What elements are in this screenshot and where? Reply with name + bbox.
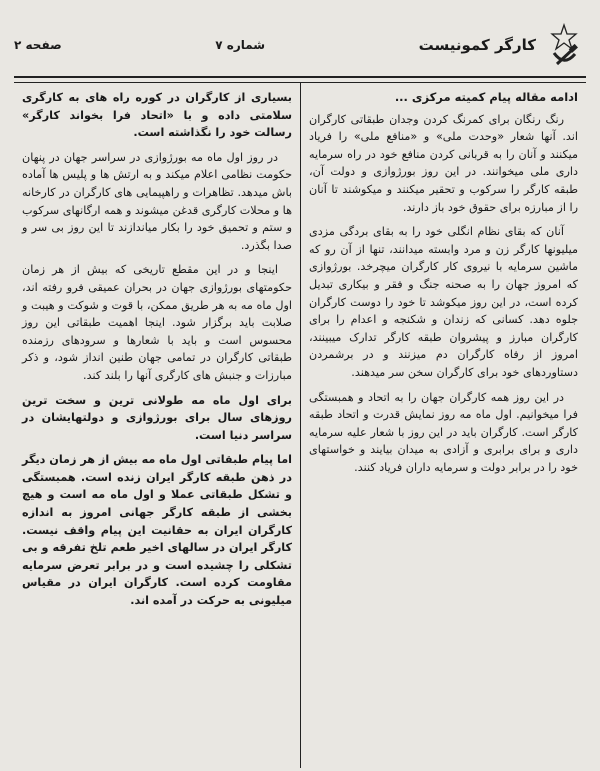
newspaper-title: کارگر کمونیست: [418, 36, 536, 54]
page-number: صفحه ۲: [14, 38, 62, 52]
brand: [419, 23, 586, 67]
star-hammer-sickle-icon: [542, 23, 586, 67]
article-columns: [14, 82, 586, 768]
paragraph: اینجا و در این مقطع تاریخی که بیش از هر زمان حکومتهای بورژوازی جهان در بحران عمیقی فرو رفته اند، اول ماه مه به هر طریق ممکن، با قوت و شوکت و هیبت و صلابت باید برگزار شود. اینجا اهمیت طبقاتی این روز محسوس است و باید با شعارها و سرودهای رزمنده طبقاتی کارگران در تمامی جهان طنین انداز شود، و ذکر مبارزات و جنبش های کارگری آنها را بلند کند.: [22, 263, 292, 382]
paragraph: برای اول ماه مه طولانی ترین و سخت ترین روزهای سال برای بورژوازی و دولتهایشان در سراسر دنیا است.: [22, 393, 292, 442]
paragraph: اما پیام طبقاتی اول ماه مه بیش از هر زمان دیگر در ذهن طبقه کارگر ایران زنده است. همبستگی و تشکل طبقاتی عملا و اول ماه مه است و هیچ بخشی از طبقه کارگر جهانی امروز به اندازه کارگران ایران به حقانیت این پیام واقف نیست. کارگر ایران در سالهای اخیر طعم تلخ تفرقه و بی تشکلی را چشیده است و در برابر تعرض سرمایه مقاومت کرده است. کارگران ایران در مقیاس میلیونی به حرکت در آمده اند.: [22, 453, 292, 608]
paragraph: در این روز همه کارگران جهان را به اتحاد و همبستگی فرا میخوانیم. اول ماه مه روز نمایش قدرت و اتحاد طبقه کارگر است. کارگران باید در این روز با شعار علیه سرمایه داری و برای برابری و آزادی به میدان بیایند و خواستهای خود را در برابر دولت و سرمایه داران فریاد کنند.: [309, 390, 578, 474]
column-heading: ادامه مقاله پیام کمیته مرکزی ...: [394, 90, 578, 104]
paragraph: بسیاری از کارگران در کوره راه های به کارگری سلامتی داده و با «اتحاد فرا بخواند کارگر» رسالت خود را نگذاشته است.: [22, 91, 292, 140]
paragraph: در روز اول ماه مه بورژوازی در سراسر جهان در پنهان حکومت نظامی اعلام میکند و به ارتش ها و پلیس ها آماده باش میدهد. تظاهرات و راهپیمایی های کارگران در کارخانه ها و محلات کارگری قدغن میشوند و همه ارگانهای سرکوب و ستم و تحمیق خود را بکار میاندازند تا این روز بی سر و صدا بگذرد.: [22, 150, 292, 252]
masthead: [14, 14, 586, 78]
paragraph: آنان که بقای نظام انگلی خود را به بقای بردگی مزدی میلیونها کارگر زن و مرد وابسته میدانند، تنها از آن رو که ماشین سرمایه با نیروی کار کارگران میچرخد. بورژوازی که امروز جهان را به صحنه جنگ و فقر و بیکاری تبدیل کرده است، در این روز میکوشد تا خود را دوست کارگران جلوه دهد. کسانی که زندان و شکنجه و اعدام را برای کارگران مبارز و پیشروان طبقه کارگر تدارک میبینند، امروز از رفاه کارگران دم میزنند و در برشمردن دستاوردهای خود برای کارگران سخن سر میدهند.: [309, 225, 578, 379]
paragraph: رنگ رنگان برای کمرنگ کردن وجدان طبقاتی کارگران اند. آنها شعار «وحدت ملی» و «منافع ملی» را فریاد میکنند و آنان را به قربانی کردن منافع خود در راه سرمایه داری ملی میخوانند. در این روز بورژوازی و دولت آن، طبقه کارگر را سرکوب و تحقیر میکنند و میکوشند تا آنان را از مبارزه برای حقوق خود باز دارند.: [309, 112, 578, 214]
right-column: [300, 83, 586, 768]
left-column: [14, 83, 300, 768]
issue-number: شماره ۷: [215, 38, 266, 52]
